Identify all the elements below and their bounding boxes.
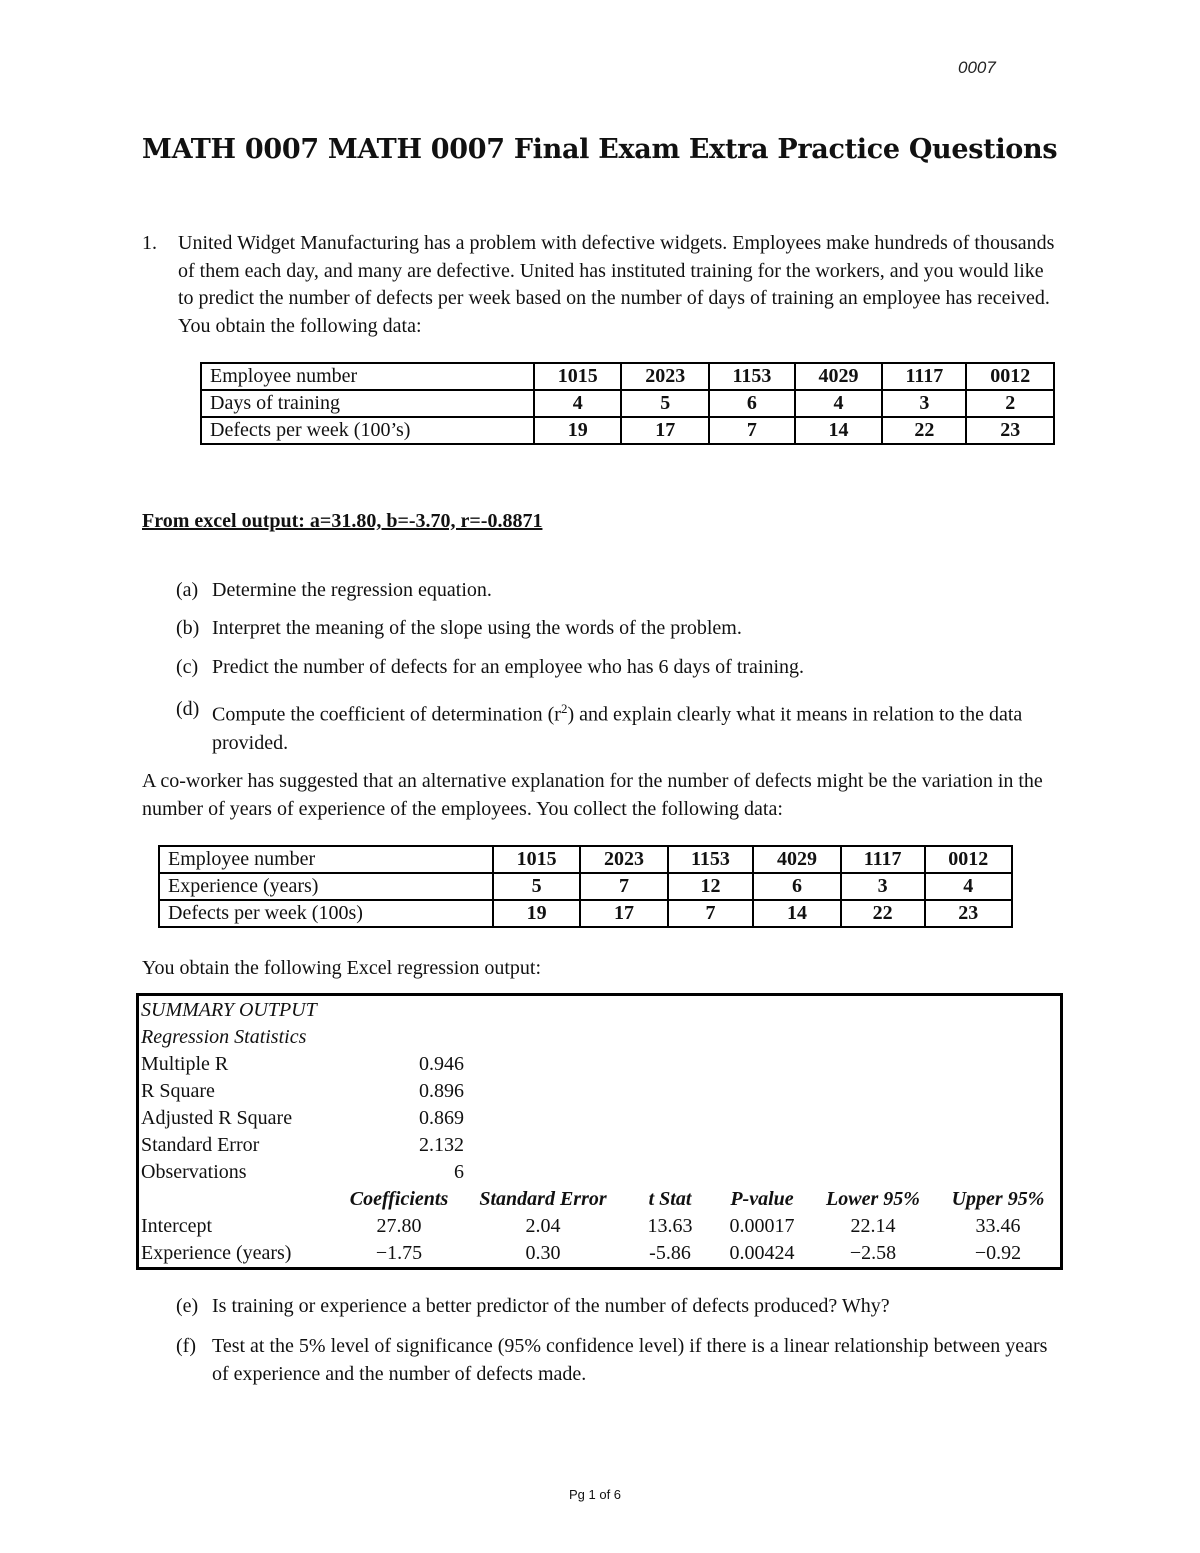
table-cell: 3 bbox=[841, 873, 925, 900]
table-cell: 14 bbox=[795, 417, 882, 444]
part-label: (b) bbox=[176, 617, 200, 639]
table-cell: 0.00017 bbox=[729, 1215, 795, 1237]
table-row bbox=[159, 873, 1012, 900]
table-cell: 0.30 bbox=[525, 1242, 561, 1264]
column-header: Upper 95% bbox=[951, 1188, 1045, 1210]
table-cell: 14 bbox=[753, 900, 840, 927]
question-number: 1. bbox=[142, 232, 157, 254]
summary-subtitle: Regression Statistics bbox=[141, 1026, 307, 1048]
table-cell: 4 bbox=[795, 390, 882, 417]
table-cell: 23 bbox=[966, 417, 1054, 444]
row-label: Employee number bbox=[159, 846, 493, 873]
table-cell: 23 bbox=[925, 900, 1012, 927]
part-label: (c) bbox=[176, 656, 199, 678]
summary-title: SUMMARY OUTPUT bbox=[141, 999, 317, 1021]
table-cell: 17 bbox=[621, 417, 708, 444]
table-cell: 4 bbox=[534, 390, 621, 417]
part-label: (e) bbox=[176, 1295, 199, 1317]
row-label: Defects per week (100s) bbox=[159, 900, 493, 927]
part-label: (f) bbox=[176, 1335, 196, 1357]
header-code: 0007 bbox=[958, 58, 996, 77]
excel-output-line: From excel output: a=31.80, b=-3.70, r=-0.8871 bbox=[142, 510, 543, 532]
row-label: Days of training bbox=[201, 390, 534, 417]
stat-value: 0.869 bbox=[419, 1107, 464, 1129]
table-cell: 0012 bbox=[925, 846, 1012, 873]
table-cell: 19 bbox=[493, 900, 580, 927]
part-text: Predict the number of defects for an employee who has 6 days of training. bbox=[212, 656, 805, 678]
table-cell: −0.92 bbox=[974, 1242, 1022, 1264]
column-header: P-value bbox=[730, 1188, 794, 1210]
coef-row-label: Experience (years) bbox=[141, 1242, 292, 1264]
table-cell: 19 bbox=[534, 417, 621, 444]
stat-label: Standard Error bbox=[141, 1134, 260, 1156]
table-cell: 0.00424 bbox=[729, 1242, 795, 1264]
part-text-after: ) and explain clearly what it means in relation to the data provided. bbox=[212, 703, 1023, 754]
part-f bbox=[176, 1332, 1066, 1388]
table-cell: 5 bbox=[493, 873, 580, 900]
table-cell: 27.80 bbox=[376, 1215, 422, 1237]
table-cell: 1153 bbox=[709, 363, 795, 390]
part-label: (a) bbox=[176, 579, 199, 601]
coworker-paragraph: A co-worker has suggested that an alternative explanation for the number of defects might be the variation in the number of years of experience of the employees. You collect the following data: bbox=[142, 770, 1043, 820]
training-data-table bbox=[200, 362, 1055, 445]
table-row bbox=[201, 363, 1054, 390]
table-cell: 33.46 bbox=[975, 1215, 1021, 1237]
table-cell: 22 bbox=[841, 900, 925, 927]
table-cell: 13.63 bbox=[647, 1215, 693, 1237]
column-header: Coefficients bbox=[349, 1188, 449, 1210]
part-b bbox=[176, 614, 1076, 642]
part-text: Determine the regression equation. bbox=[212, 579, 492, 601]
table-cell: 17 bbox=[580, 900, 667, 927]
table-cell: −2.58 bbox=[849, 1242, 897, 1264]
table-cell: 4 bbox=[925, 873, 1012, 900]
table-cell: 6 bbox=[709, 390, 795, 417]
table-cell: 7 bbox=[580, 873, 667, 900]
table-cell: 22 bbox=[882, 417, 966, 444]
experience-data-table bbox=[158, 845, 1013, 928]
obtain-text: You obtain the following Excel regression output: bbox=[142, 957, 542, 979]
table-cell: 6 bbox=[753, 873, 840, 900]
stat-value: 6 bbox=[454, 1161, 464, 1183]
table-cell: 12 bbox=[668, 873, 754, 900]
part-text bbox=[212, 695, 1076, 757]
column-header: Lower 95% bbox=[826, 1188, 920, 1210]
table-row bbox=[201, 390, 1054, 417]
stat-label: R Square bbox=[141, 1080, 215, 1102]
table-cell: 2 bbox=[966, 390, 1054, 417]
page-footer: Pg 1 of 6 bbox=[569, 1487, 622, 1502]
table-cell: 0012 bbox=[966, 363, 1054, 390]
stat-label: Adjusted R Square bbox=[141, 1107, 293, 1129]
table-cell: 7 bbox=[668, 900, 754, 927]
column-header: t Stat bbox=[648, 1188, 692, 1210]
part-text: Is training or experience a better predictor of the number of defects produced? Why? bbox=[212, 1295, 890, 1317]
table-cell: 22.14 bbox=[850, 1215, 896, 1237]
table-cell: 2023 bbox=[580, 846, 667, 873]
superscript: 2 bbox=[560, 701, 568, 716]
part-text: Test at the 5% level of significance (95% confidence level) if there is a linear relationship between years of experience and the number of defects made. bbox=[212, 1335, 1048, 1385]
row-label: Employee number bbox=[201, 363, 534, 390]
table-cell: 2023 bbox=[621, 363, 708, 390]
question-text: United Widget Manufacturing has a problem with defective widgets. Employees make hundreds of thousands of them each day, and many are defective. United has instituted training for the workers, and you would like to predict the number of defects per week based on the number of days of training an employee has received. You obtain the following data: bbox=[178, 232, 1055, 337]
part-a bbox=[176, 576, 1076, 604]
stat-value: 0.946 bbox=[419, 1053, 464, 1075]
table-cell: -5.86 bbox=[649, 1242, 691, 1264]
part-text: Interpret the meaning of the slope using the words of the problem. bbox=[212, 617, 742, 639]
table-cell: 3 bbox=[882, 390, 966, 417]
row-label: Experience (years) bbox=[159, 873, 493, 900]
table-cell: 1015 bbox=[493, 846, 580, 873]
column-header: Standard Error bbox=[479, 1188, 607, 1210]
table-cell: 1153 bbox=[668, 846, 754, 873]
table-row bbox=[159, 900, 1012, 927]
table-row bbox=[159, 846, 1012, 873]
row-label: Defects per week (100’s) bbox=[201, 417, 534, 444]
table-cell: 7 bbox=[709, 417, 795, 444]
part-c bbox=[176, 653, 1076, 681]
table-cell: 2.04 bbox=[525, 1215, 561, 1237]
part-text-before: Compute the coefficient of determination (r bbox=[212, 703, 561, 726]
stat-value: 2.132 bbox=[419, 1134, 464, 1156]
table-cell: 1015 bbox=[534, 363, 621, 390]
table-cell: 1117 bbox=[882, 363, 966, 390]
question-1 bbox=[142, 230, 1062, 340]
table-cell: −1.75 bbox=[375, 1242, 423, 1264]
part-label: (d) bbox=[176, 698, 200, 720]
table-cell: 4029 bbox=[795, 363, 882, 390]
part-d bbox=[176, 695, 1076, 757]
stat-label: Observations bbox=[141, 1161, 247, 1183]
regression-summary-box bbox=[136, 993, 1063, 1270]
table-cell: 1117 bbox=[841, 846, 925, 873]
table-row bbox=[201, 417, 1054, 444]
coef-row-label: Intercept bbox=[141, 1215, 213, 1237]
stat-value: 0.896 bbox=[419, 1080, 464, 1102]
stat-label: Multiple R bbox=[141, 1053, 229, 1075]
table-cell: 4029 bbox=[753, 846, 840, 873]
table-cell: 5 bbox=[621, 390, 708, 417]
part-e bbox=[176, 1292, 1076, 1320]
page-title: MATH 0007 MATH 0007 Final Exam Extra Practice Questions bbox=[142, 134, 1058, 165]
